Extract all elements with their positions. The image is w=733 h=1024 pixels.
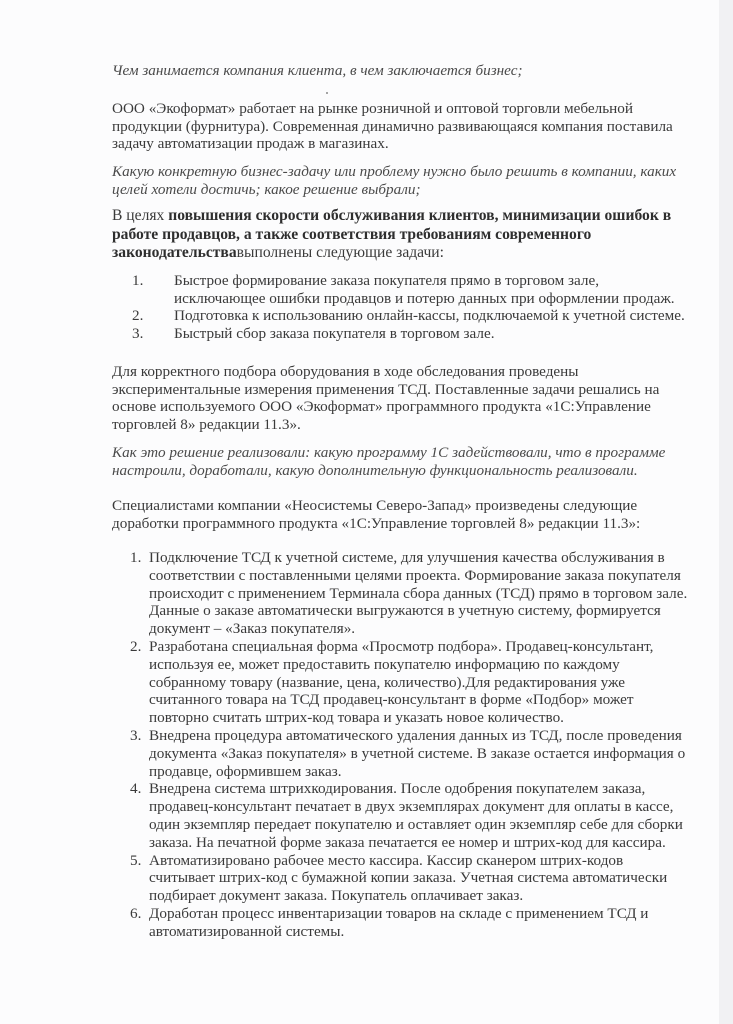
paragraph-goals <box>112 207 692 263</box>
improvement-number: 6. <box>130 904 142 922</box>
paragraph-company: ООО «Экоформат» работает на рынке розничной и оптовой торговли мебельной продукции (фурнитура). Современная динамично развивающаяся компания поставила задачу автоматизации продаж в магазинах. <box>112 100 673 152</box>
task-number: 2. <box>132 307 144 324</box>
question-business: Чем занимается компания клиента, в чем заключается бизнес; <box>112 62 523 79</box>
task-item <box>112 325 692 343</box>
task-item <box>112 272 692 307</box>
improvement-text: Доработан процесс инвентаризации товаров на складе с применением ТСД и автоматизированной системы. <box>149 904 649 940</box>
scan-speck <box>326 92 328 94</box>
paragraph-improvements-intro: Специалистами компании «Неосистемы Северо-Запад» произведены следующие доработки программного продукта «1С:Управление торговлей 8» редакции 11.3»: <box>112 497 641 532</box>
task-text: Быстрое формирование заказа покупателя прямо в торговом зале, исключающее ошибки продавцов и потерю данных при оформлении продаж. <box>174 272 675 307</box>
tasks-list <box>112 272 692 342</box>
goals-bold: повышения скорости обслуживания клиентов, минимизации ошибок в работе продавцов, а также соответствия требованиям современного законодательства <box>112 207 672 261</box>
improvement-number: 5. <box>130 851 142 869</box>
improvement-item <box>112 549 692 638</box>
improvement-text: Подключение ТСД к учетной системе, для улучшения качества обслуживания в соответствии с поставленными целями проекта. Формирование заказа покупателя происходит с применением Терминала сбора данных (ТСД) прямо в торговом зале. Данные о заказе автоматически выгружаются в учетную систему, формируется документ – «Заказ покупателя». <box>149 549 688 638</box>
question-task: Какую конкретную бизнес-задачу или проблему нужно было решить в компании, каких целей хотели достичь; какое решение выбрали; <box>112 163 677 198</box>
improvement-item <box>112 780 692 851</box>
improvement-text: Внедрена процедура автоматического удаления данных из ТСД, после проведения документа «Заказ покупателя» в учетной системе. В заказе остается информация о продавце, оформившем заказ. <box>149 726 686 780</box>
improvement-item <box>112 852 692 905</box>
improvement-text: Разработана специальная форма «Просмотр подбора». Продавец-консультант, используя ее, может предоставить покупателю информацию по каждому собранному товару (название, цена, количество).Для редактирования уже считанного товара на ТСД продавец-консультант в форме «Подбор» может повторно считать штрих-код товара и указать новое количество. <box>149 637 654 727</box>
improvement-number: 4. <box>130 780 142 798</box>
goals-suffix: выполнены следующие задачи: <box>236 244 444 261</box>
paragraph-equipment: Для корректного подбора оборудования в ходе обследования проведены экспериментальные измерения применения ТСД. Поставленные задачи решались на основе используемого ООО «Экоформат» программного продукта «1С:Управление торговлей 8» редакции 11.3». <box>112 363 660 433</box>
improvement-item <box>112 905 692 941</box>
task-number: 3. <box>132 324 144 342</box>
task-item <box>112 307 692 325</box>
scan-edge <box>719 0 733 1024</box>
task-text: Подготовка к использованию онлайн-кассы, подключаемой к учетной системе. <box>174 307 685 324</box>
improvement-text: Автоматизировано рабочее место кассира. Кассир сканером штрих-кодов считывает штрих-код с бумажной копии заказа. Учетная система автоматически подбирает документ заказа. Покупатель оплачивает заказ. <box>149 851 668 905</box>
task-text: Быстрый сбор заказа покупателя в торговом зале. <box>174 324 495 342</box>
improvement-number: 3. <box>130 726 142 744</box>
improvement-number: 1. <box>130 549 142 566</box>
improvement-text: Внедрена система штрихкодирования. После одобрения покупателем заказа, продавец-консультант печатает в двух экземплярах документ для оплаты в кассе, один экземпляр передает покупателю и оставляет один экземпляр себе для сборки заказа. На печатной форме заказа печатается ее номер и штрих-код для кассира. <box>149 780 683 851</box>
task-number: 1. <box>132 272 144 289</box>
improvement-item <box>112 638 692 727</box>
goals-prefix: В целях <box>112 207 169 224</box>
improvements-list <box>112 549 692 941</box>
question-solution: Как это решение реализовали: какую программу 1С задействовали, что в программе настроили, доработали, какую дополнительную функциональность реализовали. <box>112 444 666 479</box>
improvement-item <box>112 727 692 780</box>
improvement-number: 2. <box>130 637 142 655</box>
